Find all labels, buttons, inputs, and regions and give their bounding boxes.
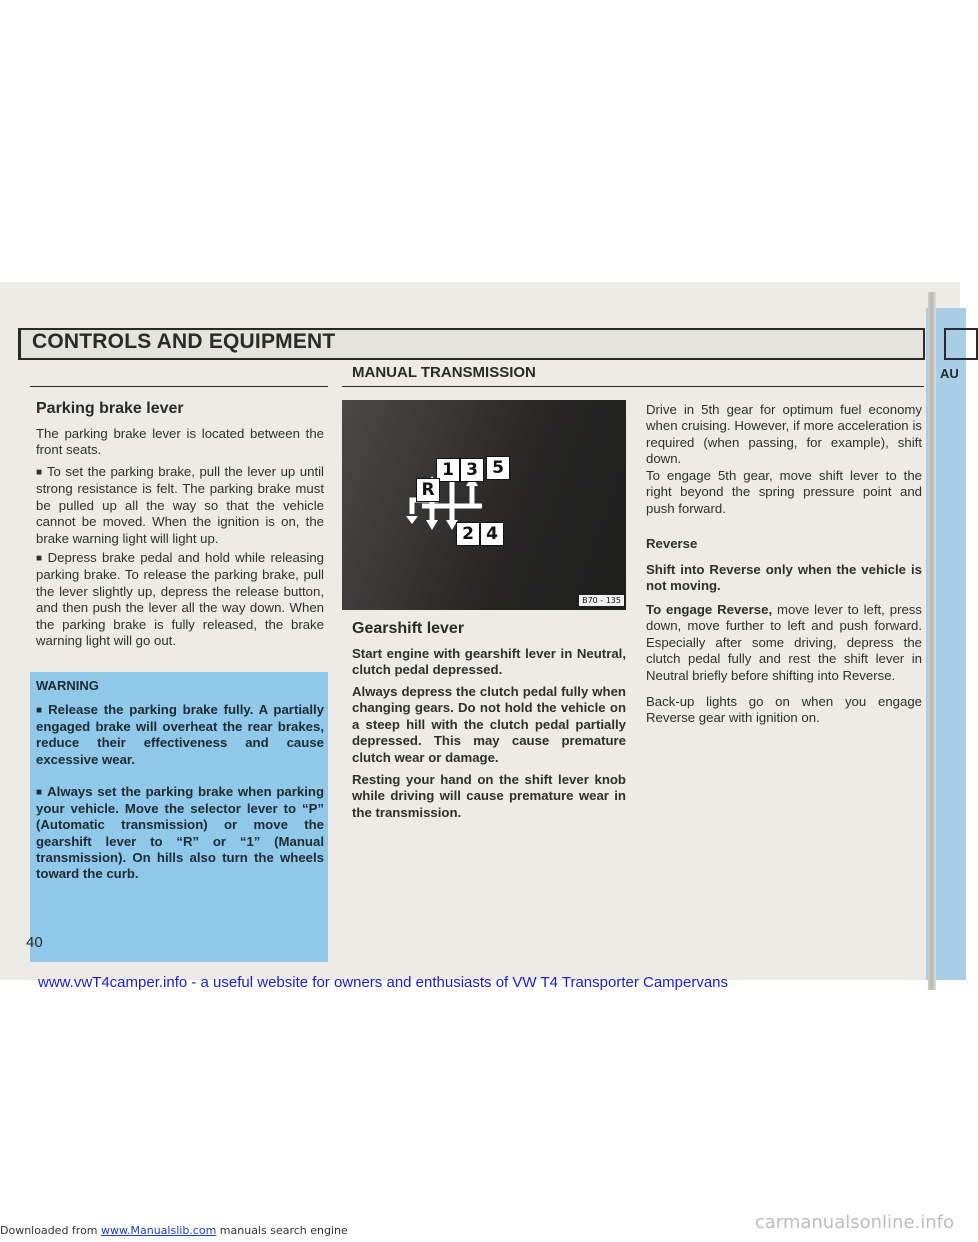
backup-lights: Back-up lights go on when you engage Reverse gear with ignition on. (646, 694, 922, 726)
middle-rule (342, 386, 924, 387)
site-footer: www.vwT4camper.info - a useful website for owners and enthusiasts of VW T4 Transporter Campervans (38, 974, 729, 991)
parking-release (36, 550, 324, 649)
gear-label-1: 1 (436, 458, 460, 482)
gear-label-2: 2 (456, 522, 480, 546)
gear-label-5: 5 (486, 456, 510, 480)
reverse-warning: Shift into Reverse only when the vehicle is not moving. (646, 562, 922, 594)
warning-item-2 (36, 784, 324, 882)
bullet-icon: ■ (36, 553, 44, 564)
download-prefix: Downloaded from (0, 1224, 98, 1237)
reverse-body: move lever to left, press down, move further to left and push forward. Especially after some driving, depress the clutch pedal fully and rest the shift lever in Neutral briefly before shifting into Reverse. (646, 602, 922, 683)
figure-code: B70 - 135 (579, 595, 624, 606)
warning-item-1-text: Release the parking brake fully. A partially engaged brake will overheat the rear brakes, reduce their effectiveness and cause excessive wear. (36, 702, 324, 767)
page-title: CONTROLS AND EQUIPMENT (32, 330, 336, 353)
download-suffix: manuals search engine (219, 1224, 348, 1237)
parking-intro: The parking brake lever is located between the front seats. (36, 426, 324, 458)
bullet-icon: ■ (36, 705, 45, 716)
manualslib-link[interactable]: www.Manualslib.com (101, 1224, 217, 1237)
reverse-lead: To engage Reverse, (646, 602, 773, 617)
bullet-icon: ■ (36, 787, 44, 798)
gearshift-title: Gearshift lever (352, 620, 465, 637)
reverse-title: Reverse (646, 536, 698, 551)
page-number: 40 (26, 934, 43, 951)
download-footer (0, 1224, 348, 1237)
gear-label-4: 4 (480, 522, 504, 546)
shift-pattern-arrows (342, 400, 626, 610)
gearshift-p1: Start engine with gearshift lever in Neutral, clutch pedal depressed. (352, 646, 626, 678)
gearshift-p2: Always depress the clutch pedal fully when changing gears. Do not hold the vehicle on a steep hill with the clutch pedal partially depressed. This may cause premature clutch wear or damage. (352, 684, 626, 765)
gear-label-r: R (416, 478, 440, 502)
page-gutter (928, 292, 936, 990)
watermark: carmanualsonline.info (754, 1212, 954, 1233)
next-header-frame (944, 328, 978, 360)
warning-item-1 (36, 702, 324, 768)
warning-item-2-text: Always set the parking brake when parking your vehicle. Move the selector lever to “P” (Automatic transmission) or move the gearshift lever to “R” or “1” (Manual transmission). On hills also turn the wheels toward the curb. (36, 784, 324, 882)
gear-label-3: 3 (460, 458, 484, 482)
parking-release-text: Depress brake pedal and hold while releasing parking brake. To release the parking brake, pull the lever slightly up, depress the release button, and then push the lever all the way down. When the parking brake is fully released, the brake warning light will go out. (36, 550, 324, 649)
fifth-gear-p1: Drive in 5th gear for optimum fuel economy when cruising. However, if more acceleration is required (when passing, for example), shift down. (646, 402, 922, 467)
fifth-gear-p2: To engage 5th gear, move shift lever to the right beyond the spring pressure point and push forward. (646, 468, 922, 516)
left-rule (30, 386, 328, 387)
bullet-icon: ■ (36, 467, 43, 478)
warning-heading: WARNING (36, 678, 99, 693)
parking-title: Parking brake lever (36, 400, 184, 417)
parking-set-text: To set the parking brake, pull the lever up until strong resistance is felt. The parking brake must be pulled up all the way so that the vehicle cannot be moved. When the ignition is on, the brake warning light will light up. (36, 464, 324, 546)
reverse-instructions (646, 602, 922, 684)
gearshift-p3: Resting your hand on the shift lever knob while driving will cause premature wear in the transmission. (352, 772, 626, 820)
parking-set (36, 464, 324, 547)
manual-page (0, 282, 960, 991)
next-page-title: AU (940, 366, 959, 381)
manual-title: MANUAL TRANSMISSION (352, 364, 536, 381)
gearshift-figure (342, 400, 626, 610)
